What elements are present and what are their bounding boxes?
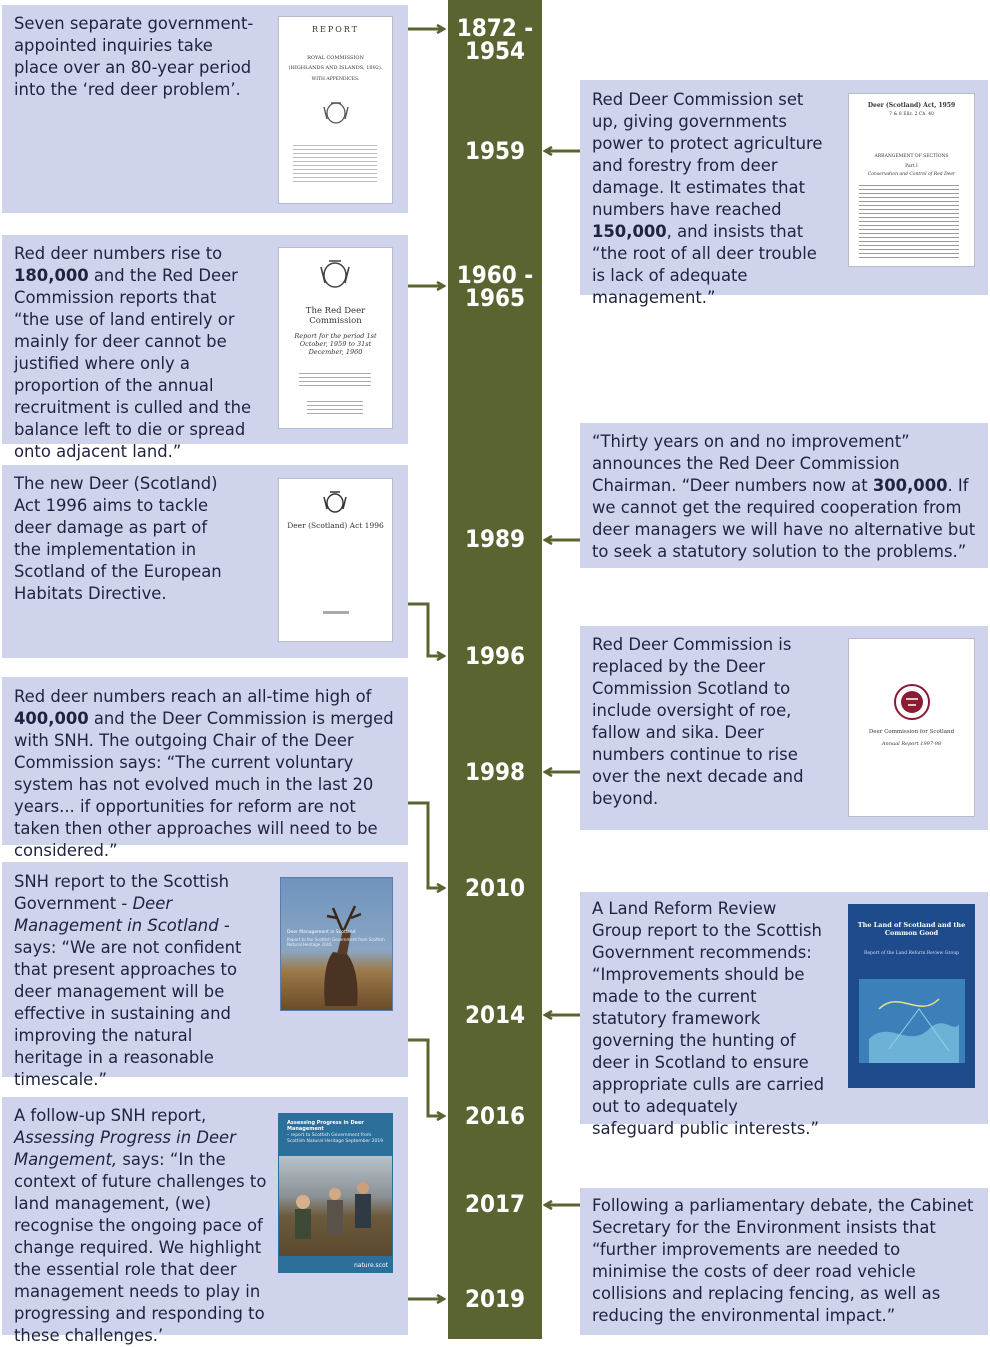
text-segment: The new Deer (Scotland) Act 1996 aims to tackle deer damage as part of the implementation in Scotland of the European Habitats Directive. <box>14 474 222 603</box>
event-text-2010 <box>14 686 400 862</box>
text-segment: A follow-up SNH report, <box>14 1106 207 1125</box>
text-segment: and the Red Deer Commission reports that “the use of land entirely or mainly for deer cannot be justified where only a proportion of the annual recruitment is culled and the balance left to die or spread onto adjacent land.” <box>14 266 252 461</box>
scotland-map-image <box>859 979 965 1063</box>
text-segment: Red Deer Commission set up, giving governments power to protect agriculture and forestry from deer damage. It estimates that numbers have reached <box>592 90 823 219</box>
text-segment: Seven separate government-appointed inquiries take place over an 80-year period into the ‘red deer problem’. <box>14 14 254 99</box>
report-title: Assessing Progress in Deer Mangement, <box>14 1128 236 1169</box>
doc-part-title: Conservation and Control of Red Deer <box>867 172 956 177</box>
year-2010: 2010 <box>464 874 526 902</box>
highlight-number: 300,000 <box>872 476 948 495</box>
text-segment: “Thirty years on and no improvement” announces the Red Deer Commission Chairman. “Deer numbers now at <box>592 432 910 495</box>
highlight-number: 180,000 <box>14 266 89 285</box>
text-segment: Red Deer Commission is replaced by the Deer Commission Scotland to include oversight of roe, fallow and sika. Deer numbers continue to rise over the next decade and beyond. <box>592 635 804 808</box>
doc-title: The Land of Scotland and the Common Good <box>857 921 966 937</box>
doc-title: Deer (Scotland) Act, 1959 <box>867 102 956 109</box>
event-text-1872 <box>14 13 262 101</box>
nature-scot-logo: nature.scot <box>353 1262 388 1269</box>
doc-title: The Red Deer Commission <box>305 306 366 326</box>
doc-head: ARRANGEMENT OF SECTIONS <box>874 154 949 159</box>
connector-2010 <box>408 803 443 888</box>
doc-fine-print <box>859 182 959 258</box>
doc-title: Deer (Scotland) Act 1996 <box>287 521 384 530</box>
event-text-1998 <box>592 634 836 810</box>
event-text-1959 <box>592 89 828 309</box>
royal-crest-icon <box>321 99 351 125</box>
doc-title: Deer Commission for Scotland <box>868 729 955 735</box>
text-segment: Red deer numbers rise to <box>14 244 223 263</box>
event-text-2016 <box>14 871 264 1091</box>
doc-line: ROYAL COMMISSION <box>307 55 364 61</box>
doc-sub: Report for the period 1st October, 1959 to 31st December, 1960 <box>294 332 377 356</box>
year-1960-1965: 1960 - 1965 <box>456 261 534 312</box>
year-1989: 1989 <box>464 525 526 553</box>
dcs-annual-report-cover <box>848 638 975 817</box>
event-text-2014 <box>592 898 824 1140</box>
doc-title: REPORT <box>311 25 360 34</box>
text-segment: says: “In the context of future challenges to land management, (we) recognise the ongoing pace of change required. We highlight the essential role that deer management needs to play in progressing and responding to these challenges.’ <box>14 1150 267 1345</box>
doc-title: Assessing Progress in Deer Management <box>287 1120 364 1132</box>
year-1998: 1998 <box>464 758 526 786</box>
text-segment: SNH report to the Scottish Government - <box>14 872 230 913</box>
text-segment: , and insists that “the root of all deer trouble is lack of adequate management.” <box>592 222 817 307</box>
royal-crest-icon <box>317 258 353 290</box>
year-1996: 1996 <box>464 642 526 670</box>
doc-fine-print <box>307 398 363 416</box>
year-2016: 2016 <box>464 1102 526 1130</box>
stag-icon <box>303 902 373 1006</box>
connector-1996 <box>408 604 443 656</box>
highlight-number: 400,000 <box>14 709 89 728</box>
year-2017: 2017 <box>464 1190 526 1218</box>
text-segment: Red deer numbers reach an all-time high of <box>14 687 372 706</box>
event-text-1996 <box>14 473 234 605</box>
snh-2016-report-cover <box>280 877 393 1011</box>
red-deer-commission-report-cover <box>278 247 393 429</box>
doc-sub: Annual Report 1997-98 <box>881 741 942 747</box>
event-text-2019 <box>14 1105 276 1347</box>
doc-title: Deer Management in Scotland <box>287 930 356 935</box>
event-text-2017 <box>592 1195 978 1327</box>
text-segment: A Land Reform Review Group report to the Scottish Government recommends: “Improvements should be made to the current statutory framework governing the hunting of deer in Scotland to ensure appropriate culls are carried out to adequately safeguard public interests.” <box>592 899 824 1138</box>
doc-line: (HIGHLANDS AND ISLANDS, 1892). <box>288 65 383 71</box>
year-1872-1954: 1872 - 1954 <box>456 14 534 65</box>
highlight-number: 150,000 <box>592 222 667 241</box>
text-segment: and the Deer Commission is merged with SNH. The outgoing Chair of the Deer Commission says: “The current voluntary system has not evolved much in the last 20 years... if opportunities for reform are not taken then other approaches will need to be considered.” <box>14 709 394 860</box>
text-segment: Following a parliamentary debate, the Cabinet Secretary for the Environment insists that “further improvements are needed to minimise the costs of deer road vehicle collisions and replacing fencing, as well as reducing the environmental impact.” <box>592 1196 974 1325</box>
year-1959: 1959 <box>464 137 526 165</box>
royal-crest-icon <box>321 489 349 515</box>
snh-2019-report-cover <box>278 1113 393 1273</box>
land-reform-report-cover <box>848 904 975 1088</box>
text-segment: . If we cannot get the required cooperation from deer managers we will have no alternative but to seek a statutory solution to the problems.” <box>592 476 976 561</box>
people-figures-icon <box>283 1164 388 1256</box>
doc-fine-print <box>293 142 377 182</box>
event-text-1989 <box>592 431 978 563</box>
year-2019: 2019 <box>464 1285 526 1313</box>
doc-fine-print <box>299 370 371 386</box>
text-segment: - says: “We are not confident that present approaches to deer management will be effective in sustaining and improving the natural heritage in a reasonable timescale.” <box>14 916 242 1089</box>
doc-sub: – report to Scottish Government from Scottish Natural Heritage September 2019 <box>287 1133 384 1144</box>
doc-sub: Report of the Land Reform Review Group <box>863 951 959 956</box>
deer-act-1959-page <box>848 93 975 267</box>
doc-part: Part I <box>905 164 918 169</box>
royal-commission-report-cover <box>278 16 393 204</box>
report-title: Deer Management in Scotland <box>14 894 219 935</box>
event-text-1960 <box>14 243 254 463</box>
year-2014: 2014 <box>464 1001 526 1029</box>
doc-sub: Report to the Scottish Government from Scottish Natural Heritage 2016 <box>287 937 385 947</box>
deer-act-1996-cover <box>278 478 393 642</box>
connector-2016 <box>408 1040 443 1116</box>
dcs-logo-icon <box>893 683 931 721</box>
doc-sub: 7 & 8 Eliz. 2 Ch. 40 <box>889 112 934 117</box>
doc-fine-print <box>323 611 349 614</box>
doc-line: WITH APPENDICES. <box>311 77 360 82</box>
